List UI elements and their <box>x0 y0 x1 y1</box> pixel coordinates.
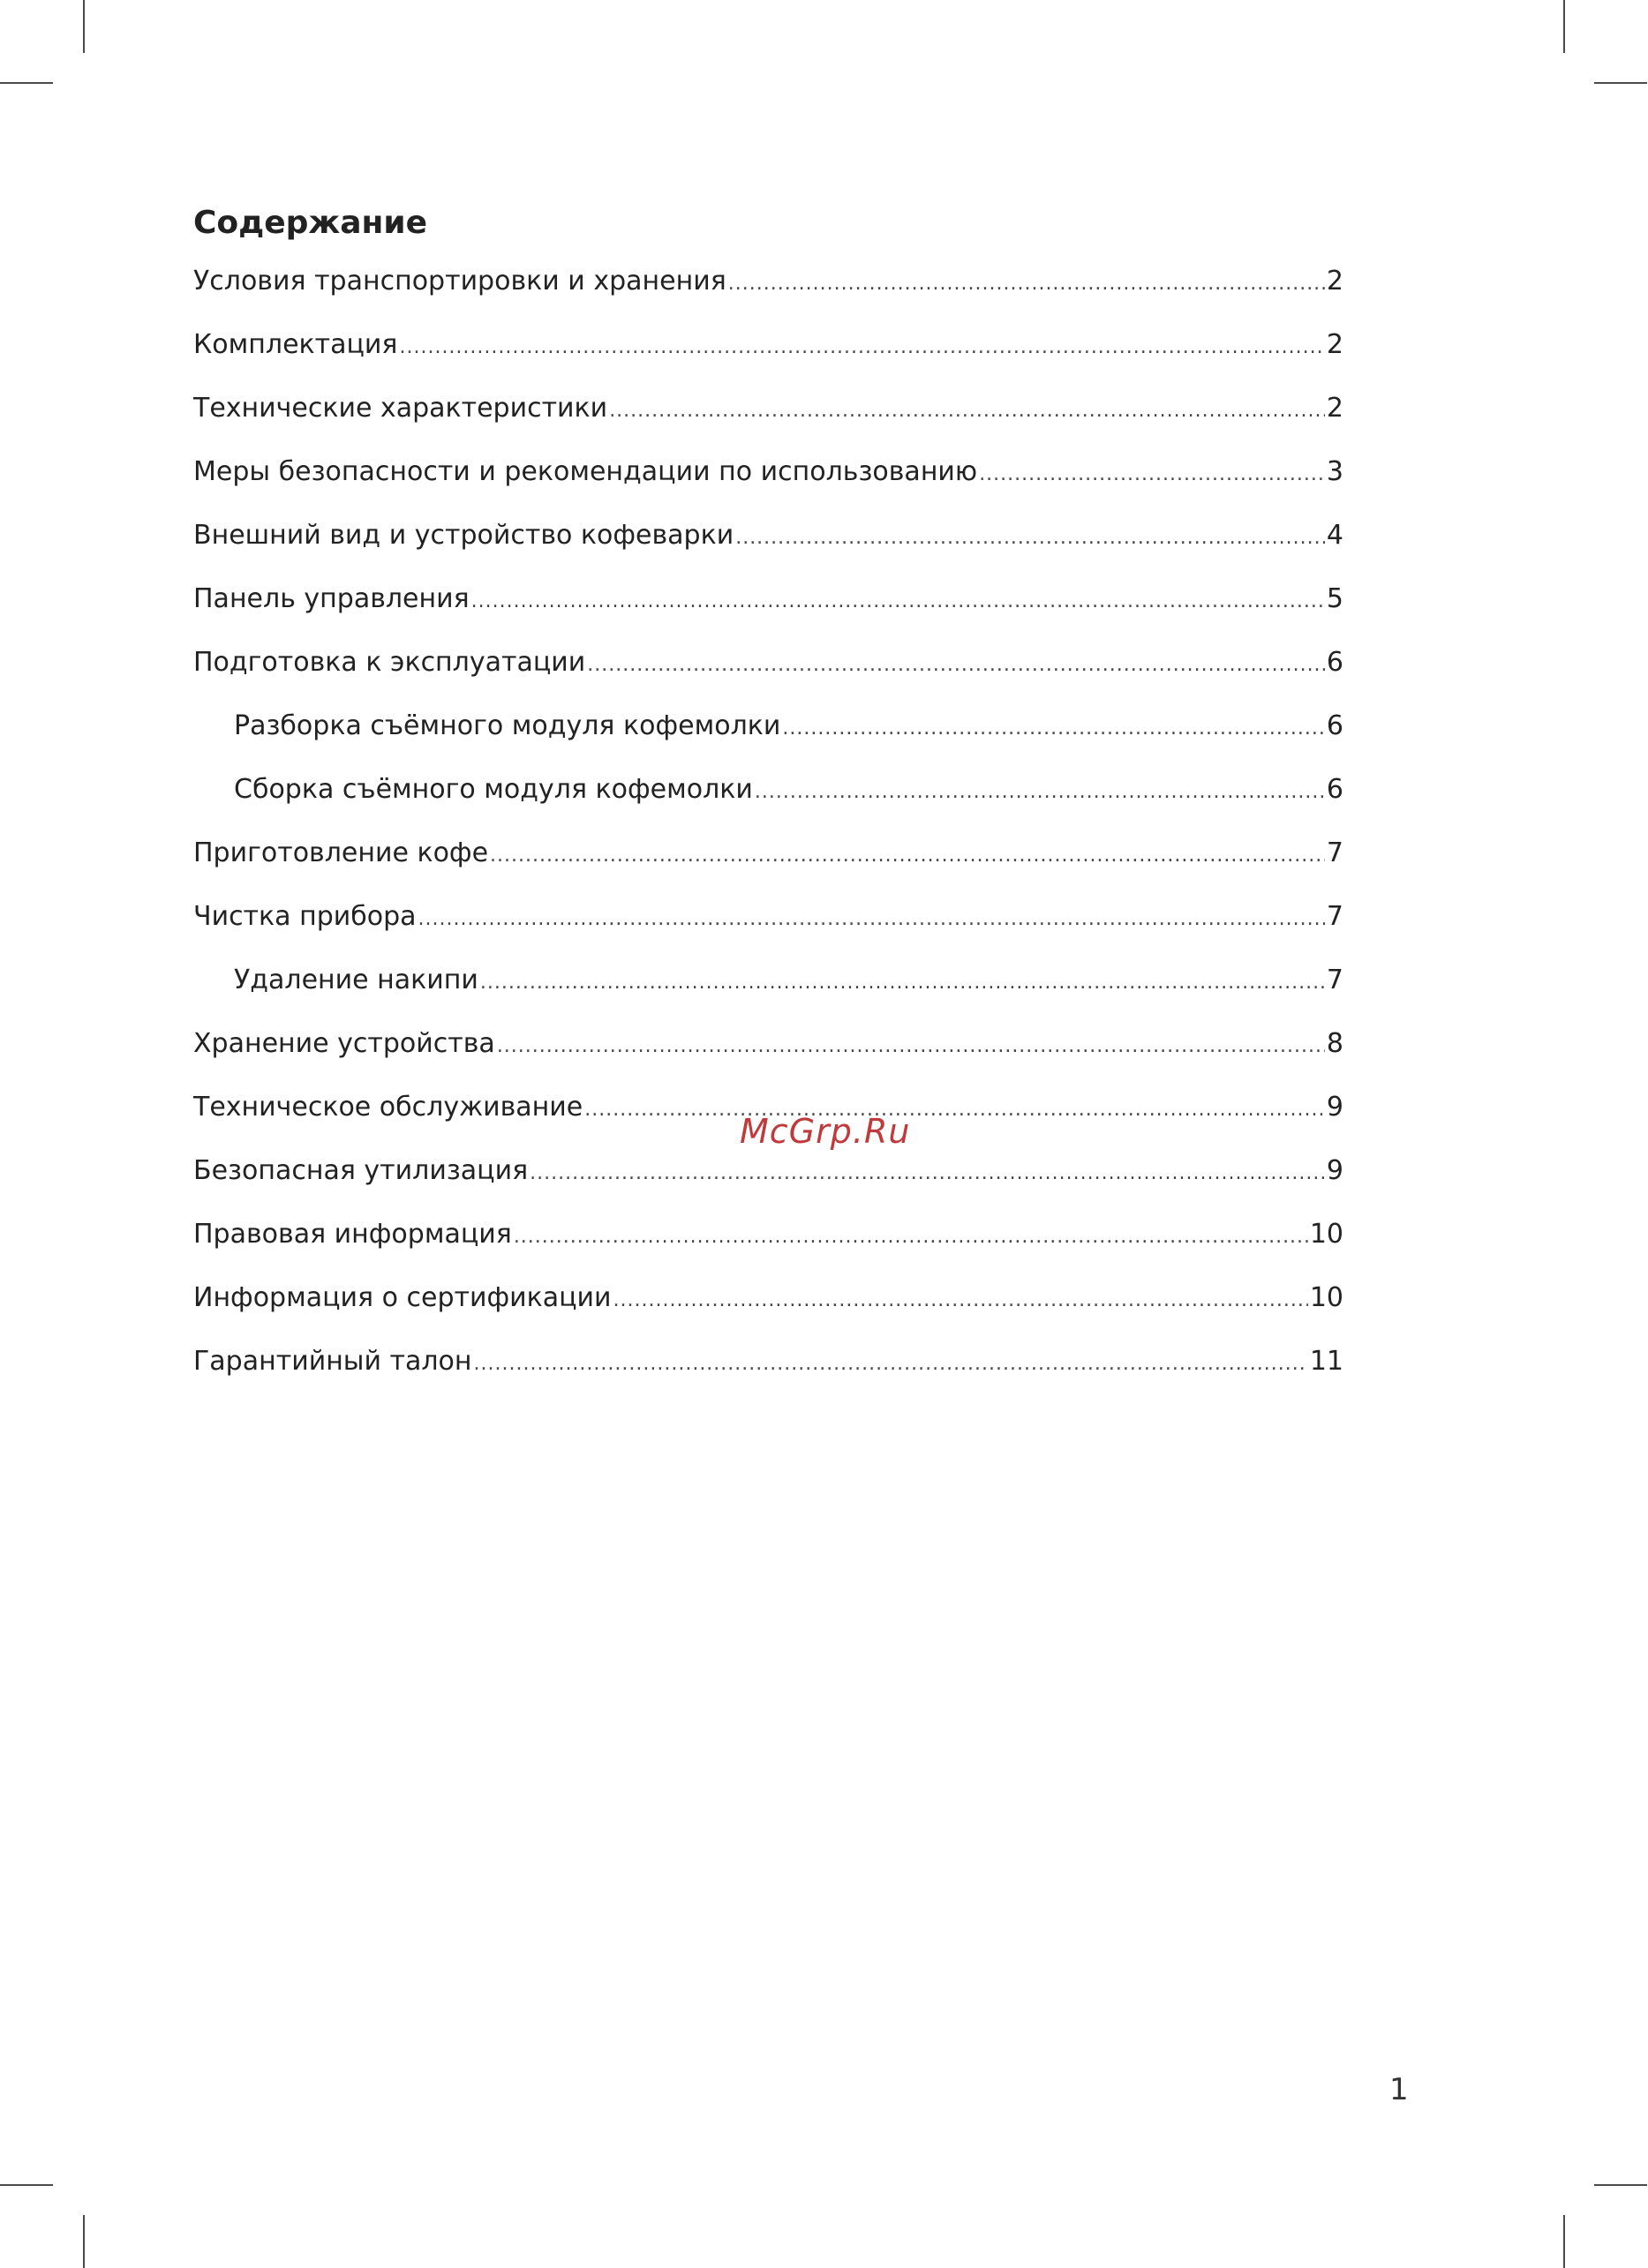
toc-entry-title: Информация о сертификации <box>193 1282 612 1313</box>
toc-entry-page: 6 <box>1326 647 1343 678</box>
toc-dot-leader <box>609 389 1325 433</box>
toc-entry-title: Панель управления <box>193 583 470 614</box>
toc-entry[interactable] <box>193 768 1343 831</box>
toc-entry-page: 4 <box>1326 520 1343 551</box>
toc-entry[interactable] <box>193 1276 1343 1340</box>
toc-entry-title: Безопасная утилизация <box>193 1155 529 1186</box>
toc-dot-leader <box>613 1279 1308 1323</box>
toc-dot-leader <box>399 326 1324 370</box>
crop-mark-top-left-horizontal <box>0 82 53 84</box>
crop-mark-bottom-right-horizontal <box>1594 2184 1647 2186</box>
toc-dot-leader <box>584 1088 1325 1132</box>
toc-dot-leader <box>979 453 1325 497</box>
crop-mark-bottom-left-horizontal <box>0 2184 53 2186</box>
toc-entry-title: Меры безопасности и рекомендации по использованию <box>193 456 978 487</box>
toc-entry[interactable] <box>193 704 1343 768</box>
toc-entry-page: 5 <box>1326 583 1343 614</box>
toc-entry-page: 3 <box>1326 456 1343 487</box>
toc-entry-page: 9 <box>1326 1155 1343 1186</box>
toc-dot-leader <box>728 262 1325 306</box>
toc-entry[interactable] <box>193 387 1343 450</box>
toc-entry-title: Внешний вид и устройство кофеварки <box>193 520 734 551</box>
toc-entry[interactable] <box>193 831 1343 895</box>
toc-entry-title: Гарантийный талон <box>193 1346 472 1377</box>
toc-entry-page: 7 <box>1326 901 1343 932</box>
toc-entry-page: 10 <box>1309 1282 1343 1313</box>
toc-entry-page: 6 <box>1326 710 1343 741</box>
toc-entry-title: Технические характеристики <box>193 393 608 424</box>
toc-entry[interactable] <box>193 259 1343 323</box>
toc-dot-leader <box>497 1025 1325 1069</box>
toc-entry[interactable] <box>193 895 1343 958</box>
toc-dot-leader <box>587 643 1325 687</box>
toc-title: Содержание <box>193 205 428 241</box>
toc-dot-leader <box>471 580 1325 624</box>
toc-entry-title: Приготовление кофе <box>193 837 489 868</box>
toc-entry[interactable] <box>193 1340 1343 1403</box>
toc-entry-title: Удаление накипи <box>234 965 478 995</box>
toc-entry-title: Хранение устройства <box>193 1028 495 1059</box>
toc-entry-title: Правовая информация <box>193 1219 512 1250</box>
toc-entry-title: Техническое обслуживание <box>193 1092 583 1123</box>
toc-entry-page: 2 <box>1326 266 1343 297</box>
crop-mark-bottom-left-vertical <box>83 2215 85 2268</box>
toc-dot-leader <box>490 834 1325 878</box>
toc-entry[interactable] <box>193 514 1343 577</box>
toc-entry[interactable] <box>193 958 1343 1022</box>
toc-entry[interactable] <box>193 577 1343 641</box>
toc-entry-title: Чистка прибора <box>193 901 417 932</box>
crop-mark-top-right-horizontal <box>1594 82 1647 84</box>
toc-entry-title: Условия транспортировки и хранения <box>193 266 726 297</box>
toc-entry-page: 9 <box>1326 1092 1343 1123</box>
toc-entry[interactable] <box>193 323 1343 387</box>
toc-entry-page: 8 <box>1326 1028 1343 1059</box>
toc-dot-leader <box>755 770 1325 815</box>
toc-entry[interactable] <box>193 641 1343 704</box>
table-of-contents <box>193 196 1343 1403</box>
toc-entry-page: 2 <box>1326 393 1343 424</box>
toc-entry-page: 11 <box>1309 1346 1343 1377</box>
toc-entry-page: 6 <box>1326 774 1343 805</box>
toc-entry-title: Подготовка к эксплуатации <box>193 647 586 678</box>
toc-dot-leader <box>530 1152 1325 1196</box>
toc-entry[interactable] <box>193 450 1343 514</box>
toc-entry-page: 10 <box>1309 1219 1343 1250</box>
toc-entry-page: 7 <box>1326 837 1343 868</box>
toc-entry-title: Сборка съёмного модуля кофемолки <box>234 774 753 805</box>
toc-dot-leader <box>474 1342 1308 1386</box>
page-number: 1 <box>1389 2072 1409 2107</box>
crop-mark-bottom-right-vertical <box>1563 2215 1565 2268</box>
crop-mark-top-right-vertical <box>1563 0 1565 53</box>
toc-list <box>193 259 1343 1403</box>
toc-entry-title: Разборка съёмного модуля кофемолки <box>234 710 781 741</box>
toc-entry[interactable] <box>193 1022 1343 1085</box>
toc-entry-page: 7 <box>1326 965 1343 995</box>
watermark: McGrp.Ru <box>740 1112 911 1151</box>
toc-dot-leader <box>782 707 1325 751</box>
toc-dot-leader <box>480 961 1325 1005</box>
crop-mark-top-left-vertical <box>83 0 85 53</box>
toc-entry-page: 2 <box>1326 329 1343 360</box>
toc-dot-leader <box>735 516 1325 560</box>
toc-entry[interactable] <box>193 1149 1343 1213</box>
toc-entry-title: Комплектация <box>193 329 398 360</box>
toc-entry[interactable] <box>193 1213 1343 1276</box>
toc-dot-leader <box>514 1215 1308 1259</box>
toc-dot-leader <box>418 897 1325 942</box>
